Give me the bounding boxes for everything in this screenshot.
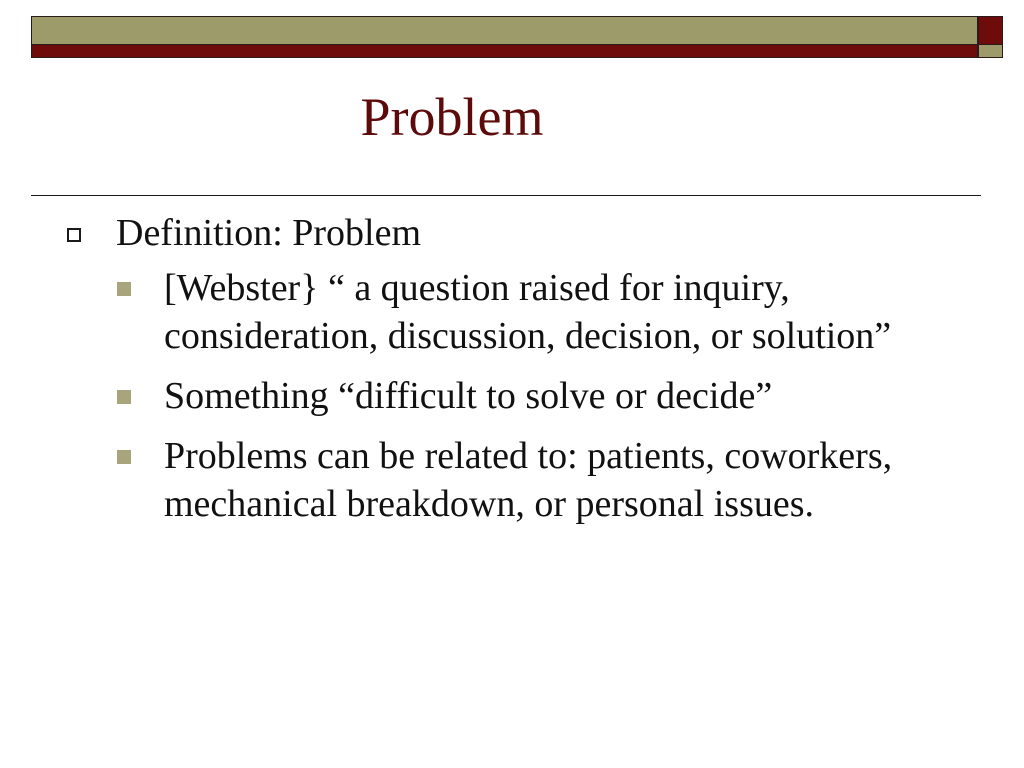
sub-bullet [0,264,1024,360]
hollow-square-bullet-icon [67,228,81,242]
bullet-level1 [0,208,1024,258]
slide-body [0,208,1024,540]
corner-olive-block [979,45,1002,57]
filled-square-bullet-icon [117,390,131,404]
corner-maroon-block [979,17,1002,45]
filled-square-bullet-icon [117,450,131,464]
slide-title: Problem [360,87,544,147]
sub-bullet-text: Problems can be related to: patients, coworkers, mechanical breakdown, or personal issues. [164,435,893,525]
top-banner [31,16,978,58]
banner-olive-stripe [32,17,977,45]
sub-bullet [0,372,1024,420]
title-divider [31,195,981,196]
sub-bullet [0,432,1024,528]
sub-bullet-text: Something “difficult to solve or decide” [164,375,773,417]
bullet-level1-text: Definition: Problem [116,212,422,254]
filled-square-bullet-icon [117,282,131,296]
banner-corner-block [978,16,1003,58]
banner-maroon-stripe [32,45,977,57]
sub-bullet-text: [Webster} “ a question raised for inquiry, consideration, discussion, decision, or solution” [164,267,892,357]
sub-bullet-list [0,264,1024,528]
